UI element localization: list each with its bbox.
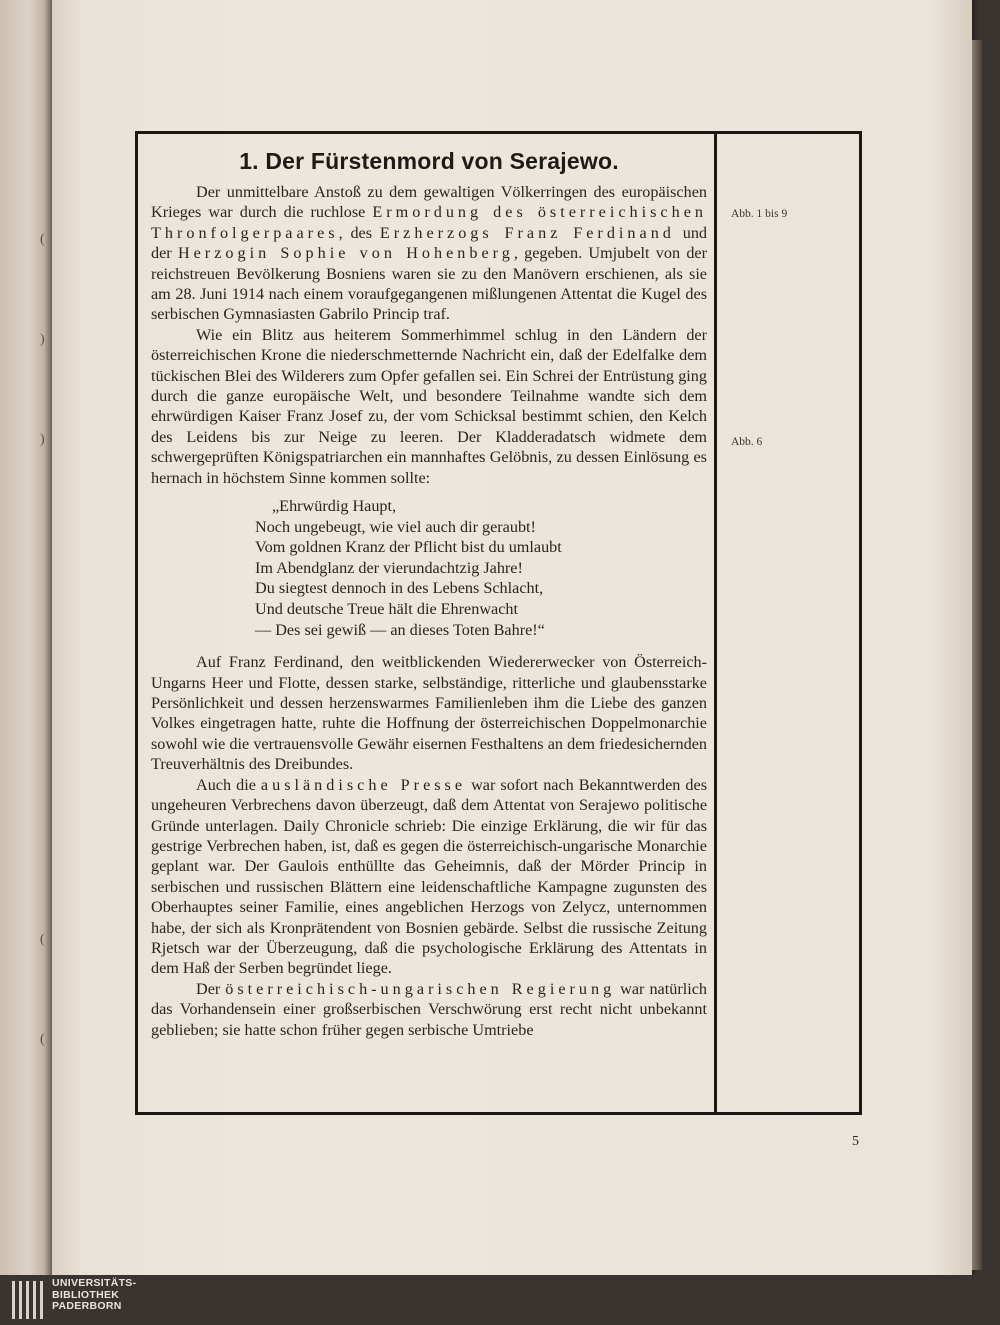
paragraph-3: Auf Franz Ferdinand, den weitblickenden Wiedererwecker von Österreich-Ungarns Heer und Flotte, dessen starke, selbständige, ritterliche und glaubensstarke Persönlichkeit und dessen herzenswarmes Familienleben ihm die Liebe des ganzen Volkes eingetragen hatte, ruhte die Hoffnung der österreichischen Doppelmonarchie sowohl wie die vertrauensvolle Gewähr eisernen Festhaltens an dem friedesichernden Treuverhältnis des Dreibundes. — [151, 653, 707, 774]
library-footer — [0, 1275, 1000, 1325]
spaced-emphasis: österreichisch-ungarischen Regierung — [225, 979, 616, 998]
poem-line: „Ehrwürdig Haupt, — [272, 497, 397, 516]
spaced-emphasis: ausländische Presse — [260, 775, 467, 794]
paragraph-1: Der unmittelbare Anstoß zu dem gewaltigen Völkerringen des europäischen Krieges war durch die ruchlose Ermordung des österreichischen Thronfolgerpaares, des Erzherzogs Franz Ferdinand und der Herzogin Sophie von Hohenberg, gegeben. Umjubelt von der reichstreuen Bevölkerung Bosniens waren sie zu den Manövern erschienen, als sie am 28. Juni 1914 nach einem voraufgegangenen mißlungenen Attentat die Kugel des serbischen Gymnasiasten Gabrilo Princip traf. — [151, 183, 708, 324]
page-edge — [972, 40, 982, 1270]
paragraph-2: Wie ein Blitz aus heiterem Sommerhimmel schlug in den Ländern der österreichischen Krone die niederschmetternde Nachricht ein, daß der Edelfalke dem tückischen Blei des Wilderers zum Opfer gefallen sei. Ein Schrei der Entrüstung ging durch die ganze europäische Welt, und besondere Teilnahme wandte sich dem ehrwürdigen Kaiser Franz Josef zu, der vom Schicksal bestimmt schien, den Kelch des Leidens bis zur Neige zu leeren. Der Kladderadatsch widmete dem schwergeprüften Königspatriarchen ein mannhaftes Gelöbnis, zu dessen Einlösung es hernach in höchstem Sinne kommen sollte: — [151, 325, 707, 487]
poem-quote — [255, 496, 707, 640]
spaced-emphasis: Erzherzogs Franz Ferdinand — [379, 223, 675, 242]
page-number: 5 — [852, 1134, 859, 1149]
spaced-emphasis: Ermordung des österreichischen Thronfolgerpaares — [151, 203, 707, 242]
poem-line: Vom goldnen Kranz der Pflicht bist du umlaubt — [255, 538, 562, 557]
poem-line: Noch ungebeugt, wie viel auch dir geraubt! — [255, 517, 536, 536]
left-page-edge — [0, 0, 52, 1275]
spaced-emphasis: Herzogin Sophie von Hohenberg — [177, 244, 514, 263]
margin-note-figure: Abb. 6 — [731, 436, 763, 448]
frame-divider — [714, 131, 717, 1115]
main-text-column — [151, 146, 707, 1040]
paragraph-5: Der österreichisch-ungarischen Regierung war natürlich das Vorhandensein einer großserbischen Verschwörung erst recht nicht unbekannt geblieben; sie hatte schon früher gegen serbische Umtriebe — [151, 979, 707, 1039]
poem-line: Und deutsche Treue hält die Ehrenwacht — [255, 600, 518, 619]
paragraph-4: Auch die ausländische Presse war sofort nach Bekanntwerden des ungeheuren Verbrechens davon überzeugt, daß dem Attentat von Serajewo politische Gründe unterlagen. Daily Chronicle schrieb: Die einzige Erklärung, die wir für das gestrige Verbrechen haben, ist, daß es gegen die österreichisch-ungarische Monarchie geplant war. Der Gaulois enthüllte das Geheimnis, daß der Mörder Princip in serbischen und russischen Blättern eine leidenschaftliche Kampagne zugunsten des Oberhauptes seiner Familie, eines angeblichen Herzogs von Zelycz, unternommen habe, der sich als Kronprätendent von Bosnien gebärde. Selbst die russische Zeitung Rjetsch war der Überzeugung, daß die psychologische Erklärung des Attentats in dem Haß der Serben begründet liege. — [151, 775, 708, 978]
margin-note-figures: Abb. 1 bis 9 — [731, 208, 788, 220]
chapter-title: 1. Der Fürstenmord von Serajewo. — [239, 148, 619, 174]
library-logo-icon — [12, 1281, 46, 1319]
poem-line: Du siegtest dennoch in des Lebens Schlacht, — [255, 579, 544, 598]
poem-line: — Des sei gewiß — an dieses Toten Bahre!“ — [255, 620, 545, 639]
library-logo-text: UNIVERSITÄTS- BIBLIOTHEK PADERBORN — [52, 1277, 137, 1312]
poem-line: Im Abendglanz der vierundachtzig Jahre! — [255, 558, 523, 577]
